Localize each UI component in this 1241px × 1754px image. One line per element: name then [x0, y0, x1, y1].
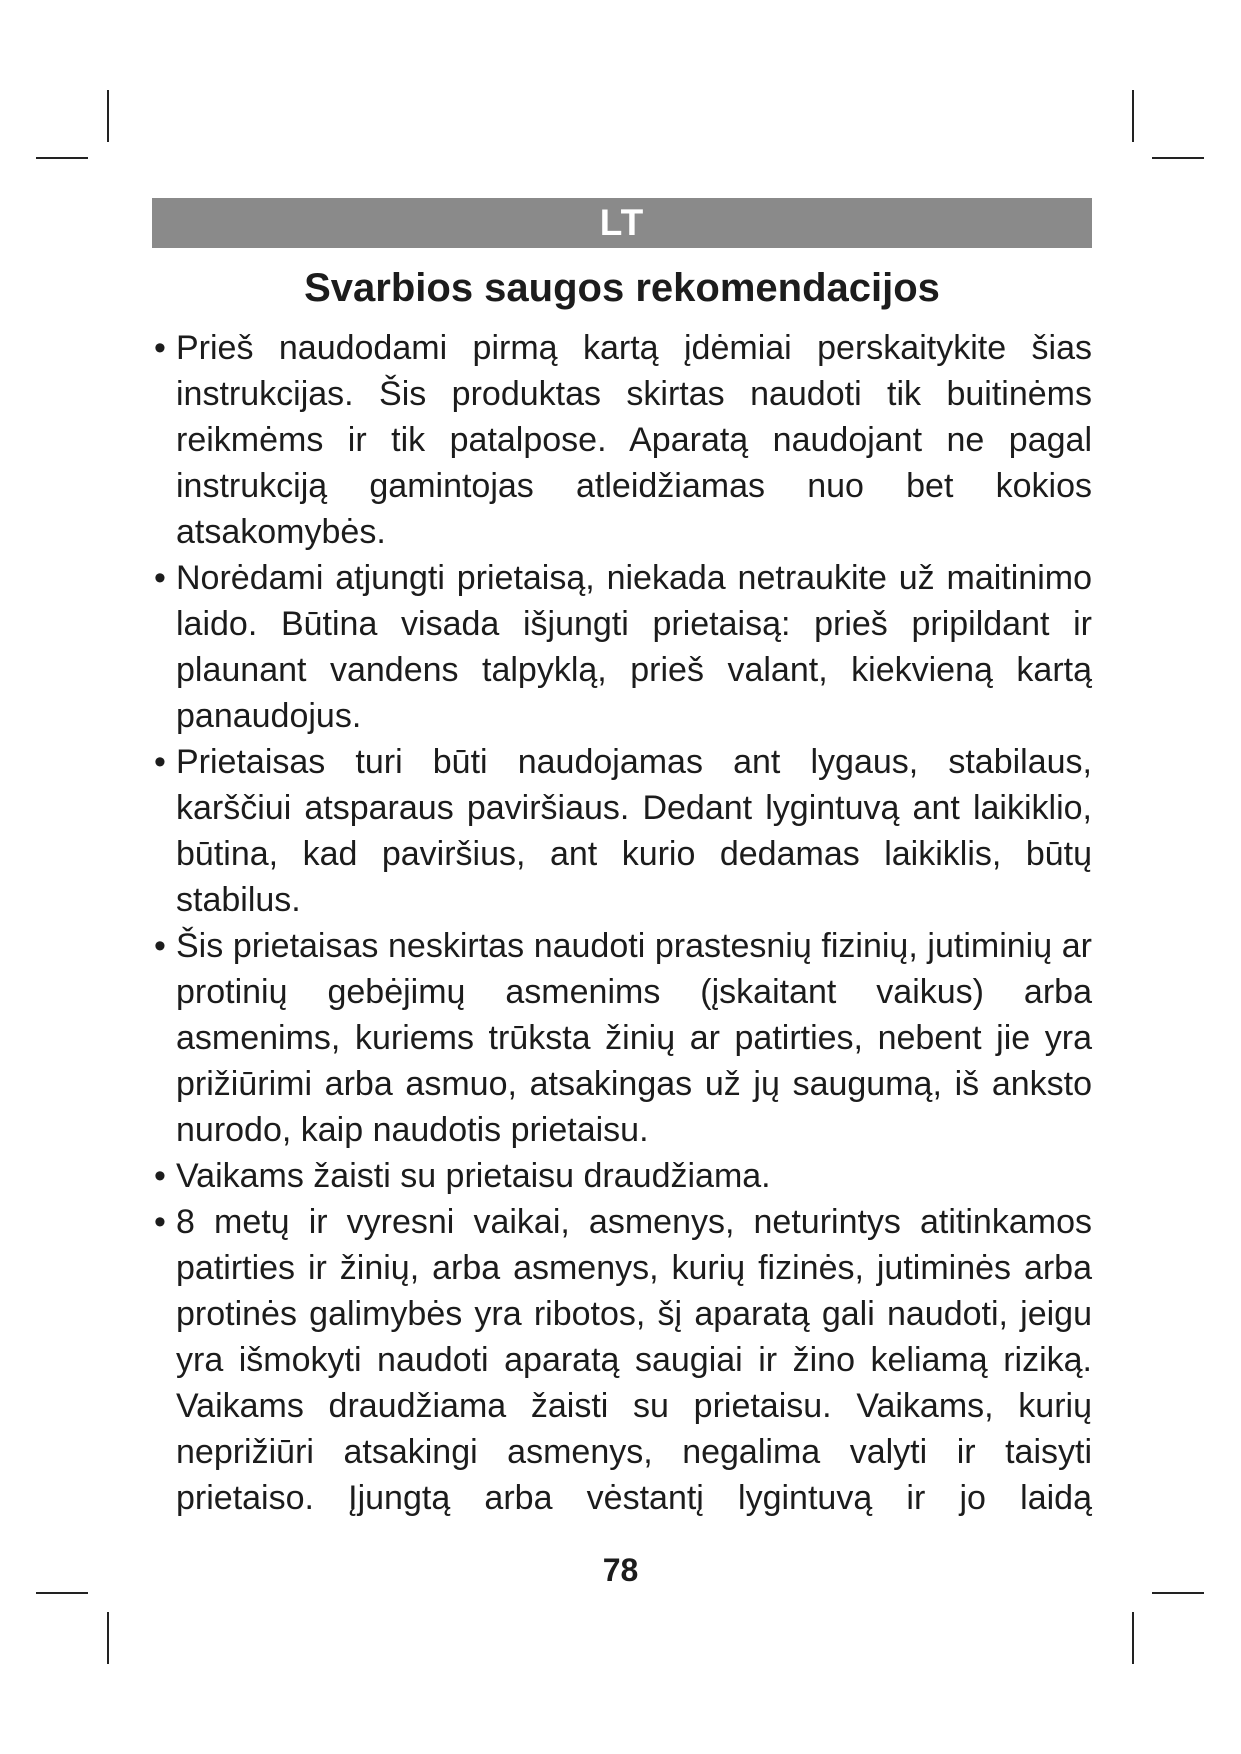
list-item-text: Vaikams žaisti su prietaisu draudžiama. — [176, 1157, 771, 1195]
list-item — [152, 1153, 1092, 1199]
list-item — [152, 555, 1092, 739]
crop-mark-bottom-left-horizontal — [36, 1592, 88, 1594]
crop-mark-bottom-right-horizontal — [1152, 1592, 1204, 1594]
crop-mark-top-left-horizontal — [36, 157, 88, 159]
list-item-text: Šis prietaisas neskirtas naudoti prastesnių fizinių, jutiminių ar protinių gebėjimų asmenims (įskaitant vaikus) arba asmenims, kuriems trūksta žinių ar patirties, nebent jie yra prižiūrimi arba asmuo, atsakingas už jų saugumą, iš anksto nurodo, kaip naudotis prietaisu. — [176, 927, 1092, 1149]
list-item-text: Prieš naudodami pirmą kartą įdėmiai perskaitykite šias instrukcijas. Šis produktas skirtas naudoti tik buitinėms reikmėms ir tik patalpose. Aparatą naudojant ne pagal instrukciją gamintojas atleidžiamas nuo bet kokios atsakomybės. — [176, 329, 1092, 551]
crop-mark-top-right-horizontal — [1152, 157, 1204, 159]
bullet: • — [154, 329, 166, 367]
list-item-text: 8 metų ir vyresni vaikai, asmenys, neturintys atitinkamos patirties ir žinių, arba asmenys, kurių fizinės, jutiminės arba protinės galimybės yra ribotos, šį aparatą gali naudoti, jeigu yra išmokyti naudoti aparatą saugiai ir žino keliamą riziką. Vaikams draudžiama žaisti su prietaisu. Vaikams, kurių neprižiūri atsakingi asmenys, negalima valyti ir taisyti prietaiso. Įjungtą arba vėstantį lygintuvą ir jo laidą — [176, 1203, 1092, 1517]
crop-mark-top-right-vertical — [1132, 90, 1134, 142]
list-item-text: Prietaisas turi būti naudojamas ant lygaus, stabilaus, karščiui atsparaus paviršiaus. Dedant lygintuvą ant laikiklio, būtina, kad paviršius, ant kurio dedamas laikiklis, būtų stabilus. — [176, 743, 1092, 919]
language-code: LT — [599, 202, 645, 243]
bullet: • — [154, 1203, 166, 1241]
bullet: • — [154, 559, 166, 597]
list-item — [152, 1199, 1092, 1521]
list-item — [152, 923, 1092, 1153]
bullet: • — [154, 1157, 166, 1195]
crop-mark-top-left-vertical — [107, 90, 109, 142]
bullet: • — [154, 927, 166, 965]
crop-mark-bottom-left-vertical — [107, 1612, 109, 1664]
crop-mark-bottom-right-vertical — [1132, 1612, 1134, 1664]
list-item-text: Norėdami atjungti prietaisą, niekada netraukite už maitinimo laido. Būtina visada išjungti prietaisą: prieš pripildant ir plaunant vandens talpyklą, prieš valant, kiekvieną kartą panaudojus. — [176, 559, 1092, 735]
list-item — [152, 739, 1092, 923]
language-header-bar — [152, 198, 1092, 248]
page-number: 78 — [602, 1552, 639, 1588]
bullet: • — [154, 743, 166, 781]
page-title: Svarbios saugos rekomendacijos — [304, 266, 940, 310]
safety-list — [152, 325, 1092, 1521]
list-item — [152, 325, 1092, 555]
